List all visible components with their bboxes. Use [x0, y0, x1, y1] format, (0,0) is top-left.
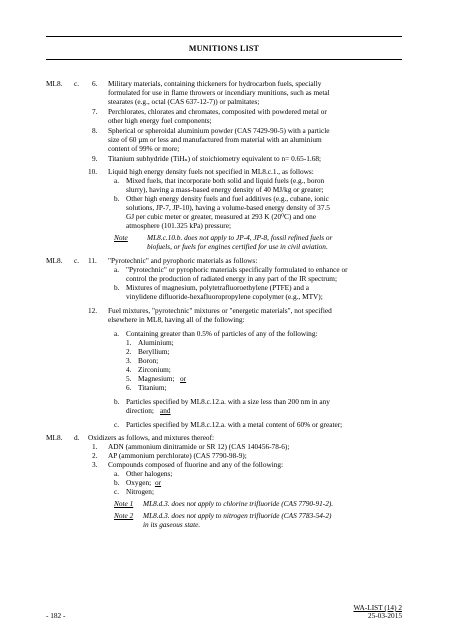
item-line: elsewhere in ML8, having all of the following:	[108, 315, 245, 324]
note-label: Note	[114, 233, 128, 242]
note-label: Note 1	[114, 499, 134, 508]
sub-label: a.	[114, 329, 120, 338]
list-num: 6.	[126, 383, 132, 392]
list-num: a.	[114, 469, 120, 478]
list-item: ADN (ammonium dinitramide or SR 12) (CAS 140456-78-6);	[108, 442, 290, 451]
list-conjunction: or	[180, 374, 187, 383]
item-line: Liquid high energy density fuels not specified in ML8.c.1., as follows:	[108, 167, 314, 176]
footer-doc-ref: WA-LIST (14) 2	[353, 603, 402, 612]
item-sub: d.	[74, 433, 80, 442]
header-bottom-rule	[46, 59, 402, 60]
sub-line: Particles specified by ML8.c.12.a. with a metal content of 60% or greater;	[126, 420, 343, 429]
list-num: 2.	[126, 347, 132, 356]
item-line: Fuel mixtures, "pyrotechnic" mixtures or "energetic materials", not specified	[108, 306, 332, 315]
item-line: "Pyrotechnic" and pyrophoric materials as follows:	[108, 256, 258, 265]
sub-line: direction;	[126, 406, 154, 415]
list-num: 1.	[126, 338, 132, 347]
note-label: Note 2	[114, 511, 134, 520]
sub-line: slurry), having a mass-based energy density of 40 MJ/kg or greater;	[126, 185, 324, 194]
item-line: Spherical or spheroidal aluminium powder (CAS 7429-90-5) with a particle	[108, 126, 330, 135]
list-item: Compounds composed of fluorine and any of the following:	[108, 460, 284, 469]
list-item: Magnesium;	[138, 374, 175, 383]
list-item: Aluminium;	[138, 338, 174, 347]
sub-label: c.	[114, 420, 120, 429]
sub-line: control the production of radiated energy in any part of the IR spectrum;	[126, 274, 338, 283]
list-num: 1.	[92, 442, 98, 451]
sub-label: a.	[114, 265, 120, 274]
item-line: Titanium subhydride (TiHₙ) of stoichiometry equivalent to n= 0.65-1.68;	[108, 154, 322, 163]
sub-line: GJ per cubic meter or greater, measured at 293 K (20⁰C) and one	[126, 212, 317, 221]
sub-line: solutions, JP-7, JP-10), having a volume-based energy density of 37.5	[126, 203, 330, 212]
list-num: 3.	[126, 356, 132, 365]
item-ref: ML8.	[46, 79, 63, 88]
item-ref: ML8.	[46, 256, 63, 265]
item-num: 9.	[92, 154, 98, 163]
sub-label: a.	[114, 176, 120, 185]
item-sub: c.	[74, 79, 80, 88]
item-num: 10.	[88, 167, 98, 176]
note-line: ML8.c.10.b. does not apply to JP-4, JP-8, fossil refined fuels or	[147, 233, 333, 242]
item-line: other high energy fuel components;	[108, 116, 212, 125]
footer-page-number: - 182 -	[46, 611, 66, 620]
item-line: Oxidizers as follows, and mixtures thereof:	[88, 433, 215, 442]
list-item: Boron;	[138, 356, 159, 365]
list-item: Beryllium;	[138, 347, 170, 356]
list-item: Nitrogen;	[126, 487, 154, 496]
item-sub: c.	[74, 256, 80, 265]
header-top-rule	[46, 36, 402, 37]
sub-line: "Pyrotechnic" or pyrophoric materials specifically formulated to enhance or	[126, 265, 348, 274]
note-line: ML8.d.3. does not apply to nitrogen trifluoride (CAS 7783-54-2)	[143, 511, 332, 520]
note-line: ML8.d.3. does not apply to chlorine trifluoride (CAS 7790-91-2).	[143, 499, 334, 508]
item-line: formulated for use in flame throwers or incendiary munitions, such as metal	[108, 88, 330, 97]
page-header-title: MUNITIONS LIST	[188, 44, 260, 53]
sub-label: b.	[114, 397, 120, 406]
list-conjunction: or	[155, 478, 162, 487]
item-num: 12.	[88, 306, 98, 315]
sub-line: atmosphere (101.325 kPa) pressure;	[126, 221, 231, 230]
list-num: 2.	[92, 451, 98, 460]
sub-line: Other high energy density fuels and fuel additives (e.g., cubane, ionic	[126, 194, 329, 203]
sub-label: b.	[114, 283, 120, 292]
sub-line: Particles specified by ML8.c.12.a. with a size less than 200 nm in any	[126, 397, 330, 406]
list-num: 3.	[92, 460, 98, 469]
sub-line: Mixed fuels, that incorporate both solid and liquid fuels (e.g., boron	[126, 176, 325, 185]
list-num: 5.	[126, 374, 132, 383]
item-line: content of 99% or more;	[108, 144, 180, 153]
list-item: Zirconium;	[138, 365, 171, 374]
note-line: in its gaseous state.	[143, 520, 201, 529]
sub-line: Mixtures of magnesium, polytetrafluoroethylene (PTFE) and a	[126, 283, 309, 292]
list-item: Oxygen;	[126, 478, 152, 487]
sub-line: Containing greater than 0.5% of particles of any of the following:	[126, 329, 318, 338]
item-num: 7.	[92, 107, 98, 116]
item-line: size of 60 µm or less and manufactured from material with an aluminium	[108, 135, 322, 144]
list-conjunction: and	[160, 406, 171, 415]
list-item: Other halogens;	[126, 469, 173, 478]
item-ref: ML8.	[46, 433, 63, 442]
item-num: 8.	[92, 126, 98, 135]
list-num: 4.	[126, 365, 132, 374]
item-line: Military materials, containing thickeners for hydrocarbon fuels, specially	[108, 79, 322, 88]
list-item: Titanium;	[138, 383, 167, 392]
sub-label: b.	[114, 194, 120, 203]
note-line: biofuels, or fuels for engines certified for use in civil aviation.	[147, 242, 328, 251]
list-num: c.	[114, 487, 120, 496]
item-num: 6.	[92, 79, 98, 88]
footer-date: 25-03-2015	[367, 611, 402, 620]
item-line: Perchlorates, chlorates and chromates, composited with powdered metal or	[108, 107, 327, 116]
sub-line: vinylidene difluoride-hexafluoropropylene copolymer (e.g., MTV);	[126, 292, 323, 301]
list-num: b.	[114, 478, 120, 487]
item-line: stearates (e.g., octal (CAS 637-12-7)) or palmitates;	[108, 97, 260, 106]
list-item: AP (ammonium perchlorate) (CAS 7790-98-9);	[108, 451, 247, 460]
item-num: 11.	[88, 256, 97, 265]
